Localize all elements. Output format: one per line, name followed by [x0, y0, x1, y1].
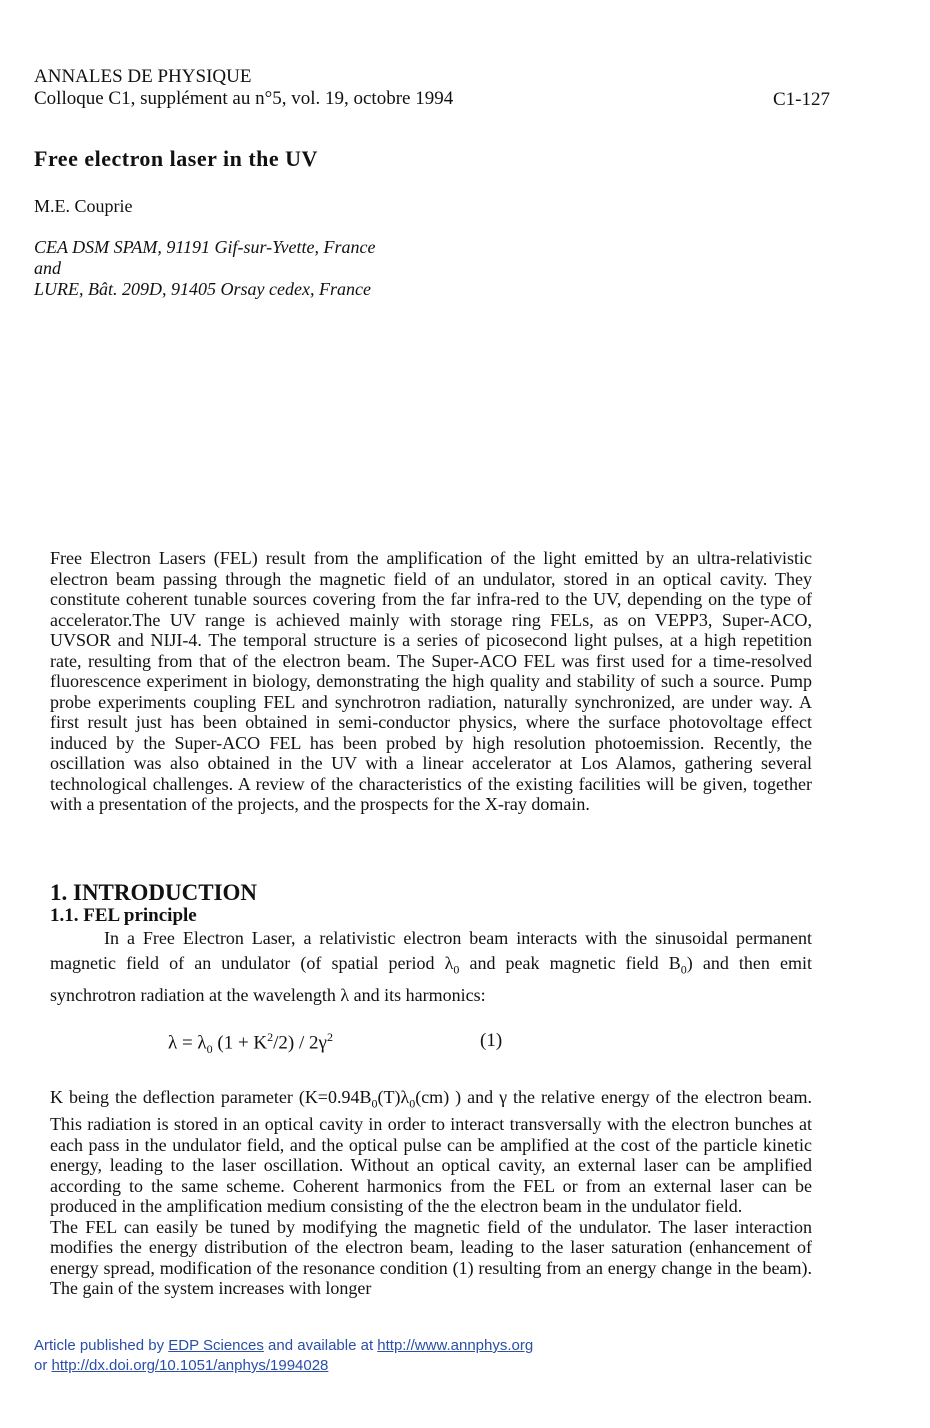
publication-footer: [34, 1336, 533, 1376]
footer-line-2: or http://dx.doi.org/10.1051/anphys/1994028: [34, 1357, 329, 1374]
author: M.E. Couprie: [34, 196, 133, 216]
page-number: C1-127: [773, 89, 830, 110]
affiliation-and: and: [34, 258, 61, 278]
equation-1: $\lambda = \lambda_0$ $(1 + K^2/2) / 2\gamma^2$: [168, 1030, 333, 1057]
paragraph-deflection: K being the deflection parameter ($K=0.94B_0(T)\lambda_0(cm)$ ) and γ the relative energy of the electron beam. This radiation is stored in an optical cavity in order to interact transversally with the electron bunches at each pass in the undulator field, and the optical pulse can be amplified at the cost of the particle kinetic energy, leading to the laser oscillation. Without an optical cavity, an external laser can be amplified according to the same scheme. Coherent harmonics from the FEL or from an external laser can be produced in the amplification medium consisting of the the electron beam in the undulator field.: [50, 1087, 813, 1217]
equation-number: (1): [480, 1030, 503, 1051]
affiliation-line-2: LURE, Bât. 209D, 91405 Orsay cedex, France: [34, 279, 371, 299]
edp-sciences-link[interactable]: EDP Sciences: [168, 1337, 264, 1354]
affiliation-line-1: CEA DSM SPAM, 91191 Gif-sur-Yvette, France: [34, 237, 376, 257]
intro-paragraph: [50, 926, 812, 1008]
journal-header: [34, 66, 453, 110]
body-text: [50, 1087, 812, 1299]
section-heading-introduction: 1. INTRODUCTION: [50, 880, 258, 905]
doi-link[interactable]: http://dx.doi.org/10.1051/anphys/1994028: [51, 1357, 329, 1374]
affiliation: [34, 237, 375, 300]
subsection-heading-fel-principle: 1.1. FEL principle: [50, 905, 197, 926]
journal-issue: Colloque C1, supplément au n°5, vol. 19, octobre 1994: [34, 88, 454, 109]
annphys-link[interactable]: http://www.annphys.org: [377, 1337, 534, 1354]
intro-text: In a Free Electron Laser, a relativistic electron beam interacts with the sinusoidal permanent magnetic field of an undulator (of spatial period $\lambda_0$ and peak magnetic field $B_0$) and then emit synchrotron radiation at the wavelength λ and its harmonics:: [50, 928, 812, 1005]
journal-name: ANNALES DE PHYSIQUE: [34, 66, 252, 87]
paper-title: Free electron laser in the UV: [34, 146, 318, 171]
footer-line-1: Article published by EDP Sciences and available at http://www.annphys.org: [34, 1337, 534, 1354]
abstract: Free Electron Lasers (FEL) result from the amplification of the light emitted by an ultra-relativistic electron beam passing through the magnetic field of an undulator, stored in an optical cavity. They constitute coherent tunable sources covering from the far infra-red to the UV, depending on the type of accelerator.The UV range is achieved mainly with storage ring FELs, as on VEPP3, Super-ACO, UVSOR and NIJI-4. The temporal structure is a series of picosecond light pulses, at a high repetition rate, resulting from that of the electron beam. The Super-ACO FEL was first used for a time-resolved fluorescence experiment in biology, demonstrating the high quality and stability of such a source. Pump probe experiments coupling FEL and synchrotron radiation, naturally synchronized, are under way. A first result just has been obtained in semi-conductor physics, where the surface photovoltage effect induced by the Super-ACO FEL has been probed by high resolution photoemission. Recently, the oscillation was also obtained in the UV with a linear accelerator at Los Alamos, gathering several technological challenges. A review of the characteristics of the existing facilities will be given, together with a presentation of the projects, and the prospects for the X-ray domain.: [50, 548, 812, 814]
paragraph-tuning: The FEL can easily be tuned by modifying the magnetic field of the undulator. The laser interaction modifies the energy distribution of the electron beam, leading to the laser saturation (enhancement of energy spread, modification of the resonance condition (1) resulting from an energy change in the beam). The gain of the system increases with longer: [50, 1216, 812, 1299]
